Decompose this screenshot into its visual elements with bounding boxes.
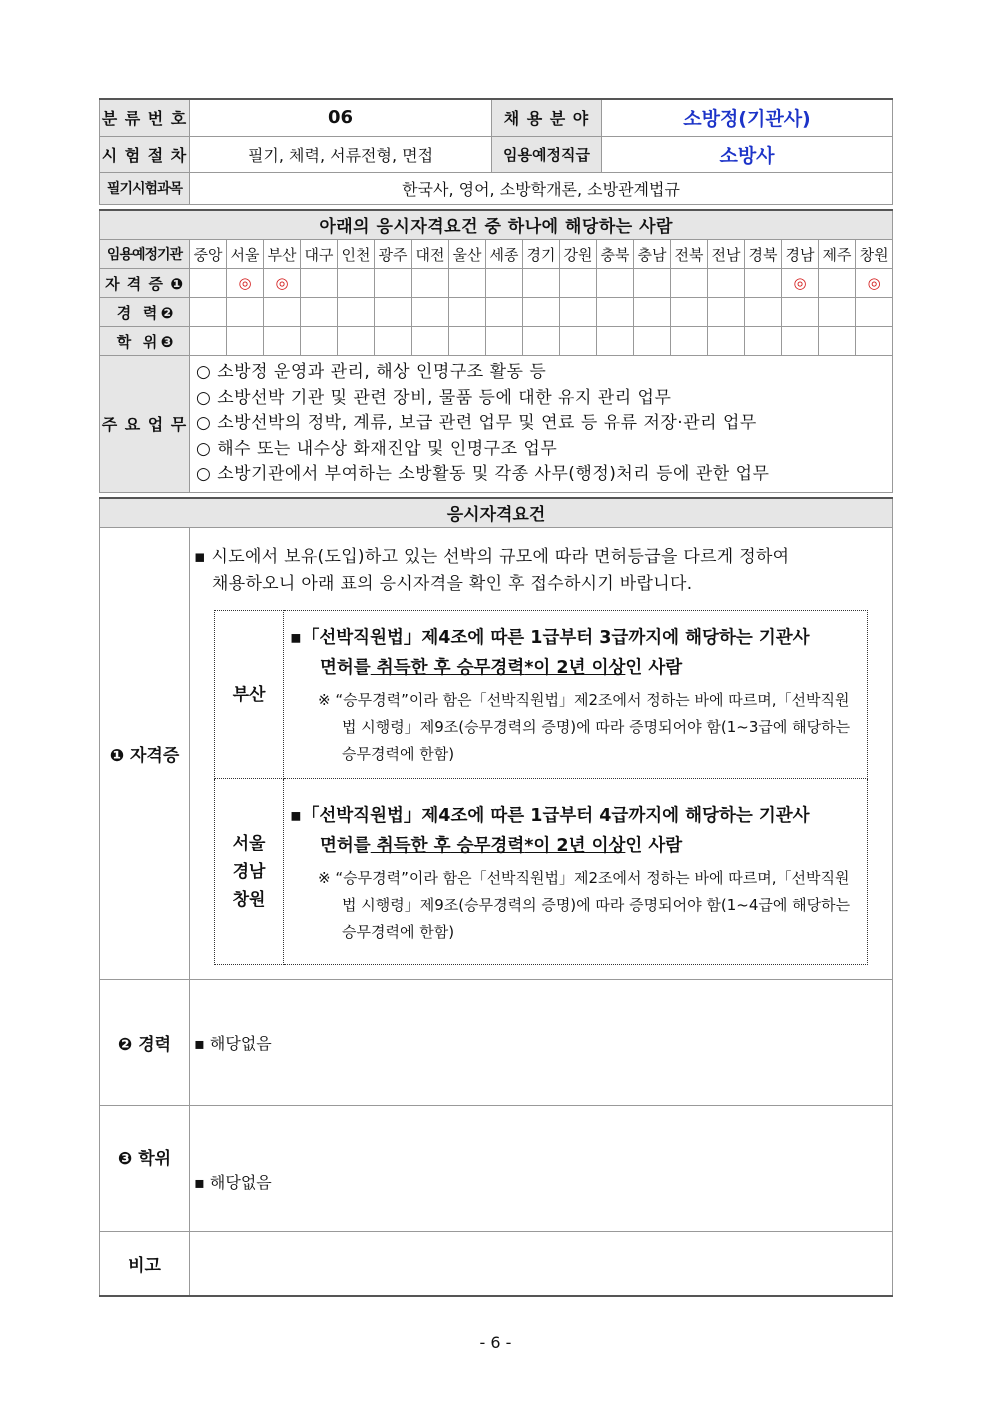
mark-cell (634, 269, 671, 298)
degree-row (100, 327, 893, 356)
cert-label: ❶ 자격증 (100, 528, 190, 980)
mark-cell (301, 269, 338, 298)
agency-label: 임용예정기관 (100, 240, 190, 269)
agency-cell: 경북 (745, 240, 782, 269)
cert-row-label: 자 격 증 ❶ (100, 269, 190, 298)
others-requirement (284, 779, 868, 965)
agency-cell: 세종 (486, 240, 523, 269)
mark-cell (190, 269, 227, 298)
agency-cell: 강원 (560, 240, 597, 269)
others-note: ※ “승무경력”이라 함은「선박직원법」제2조에서 정하는 바에 따르며,「선박직원법 시행령」제9조(승무경력의 증명)에 따라 증명되어야 함(1~4급에 해당하는 승무경력에 한함) (318, 869, 851, 941)
agency-cell: 전북 (671, 240, 708, 269)
license-table (214, 610, 868, 965)
degree-label: ❸ 학위 (100, 1106, 190, 1232)
field-label: 채 용 분 야 (492, 99, 602, 136)
agency-cell: 울산 (449, 240, 486, 269)
duty-item: ○ 소방선박 기관 및 관련 장비, 물품 등에 대한 유지 관리 업무 (196, 387, 672, 408)
page-number: - 6 - (479, 1333, 512, 1352)
mark-cell (412, 269, 449, 298)
mark-cell: ◎ (856, 269, 893, 298)
agency-cell: 서울 (227, 240, 264, 269)
cert-content (190, 528, 893, 980)
mark-cell (560, 269, 597, 298)
recruitment-notice-page (99, 98, 892, 1297)
remarks-label: 비고 (100, 1232, 190, 1296)
mark-cell (597, 269, 634, 298)
career-label: ❷ 경력 (100, 980, 190, 1106)
cert-row (100, 269, 893, 298)
others-line2: 면허를 취득한 후 승무경력*이 2년 이상인 사람 (320, 836, 683, 856)
mark-cell (745, 269, 782, 298)
others-line1: ▪「선박직원법」제4조에 따른 1급부터 4급까지에 해당하는 기관사 (290, 806, 810, 826)
field-value: 소방정(기관사) (602, 99, 893, 136)
region-busan: 부산 (215, 611, 284, 779)
cert-intro-line1: ▪ 시도에서 보유(도입)하고 있는 선박의 규모에 따라 면허등급을 다르게 정하여 (194, 547, 790, 567)
agency-cell: 경기 (523, 240, 560, 269)
busan-requirement (284, 611, 868, 779)
mark-cell: ◎ (227, 269, 264, 298)
busan-note: ※ “승무경력”이라 함은「선박직원법」제2조에서 정하는 바에 따르며,「선박직원법 시행령」제9조(승무경력의 증명)에 따라 증명되어야 함(1~3급에 해당하는 승무경력에 한함) (318, 691, 851, 763)
remarks-value (190, 1232, 893, 1296)
region-seoul-gyeongnam-changwon: 서울 경남 창원 (215, 779, 284, 965)
mark-cell (523, 269, 560, 298)
degree-row-label: 학 위 ❸ (100, 327, 190, 356)
duties-label: 주 요 업 무 (100, 356, 190, 493)
duty-item: ○ 소방선박의 정박, 계류, 보급 관련 업무 및 연료 등 유류 저장·관리 업무 (196, 413, 757, 433)
agency-cell: 충북 (597, 240, 634, 269)
agency-cell: 제주 (819, 240, 856, 269)
grade-value: 소방사 (602, 136, 893, 172)
mark-cell (375, 269, 412, 298)
agency-cell: 창원 (856, 240, 893, 269)
mark-cell: ◎ (782, 269, 819, 298)
busan-line2: 면허를 취득한 후 승무경력*이 2년 이상인 사람 (320, 658, 683, 678)
career-value: ▪ 해당없음 (190, 980, 893, 1106)
agency-row (100, 240, 893, 269)
career-row-label: 경 력 ❷ (100, 298, 190, 327)
duty-item: ○ 소방기관에서 부여하는 소방활동 및 각종 사무(행정)처리 등에 관한 업무 (196, 464, 770, 484)
duty-item: ○ 소방정 운영과 관리, 해상 인명구조 활동 등 (196, 362, 547, 382)
mark-cell (708, 269, 745, 298)
agency-cell: 충남 (634, 240, 671, 269)
duties-list (190, 356, 893, 493)
agency-cell: 대전 (412, 240, 449, 269)
agency-cell: 광주 (375, 240, 412, 269)
header-table (99, 98, 893, 205)
class-no-label: 분 류 번 호 (100, 99, 190, 136)
mark-cell: ◎ (264, 269, 301, 298)
procedure-value: 필기, 체력, 서류전형, 면접 (190, 136, 492, 172)
agency-cell: 대구 (301, 240, 338, 269)
mark-cell (449, 269, 486, 298)
eligibility-title: 아래의 응시자격요건 중 하나에 해당하는 사람 (100, 210, 893, 240)
agency-cell: 경남 (782, 240, 819, 269)
requirements-title: 응시자격요건 (100, 498, 893, 528)
subjects-value: 한국사, 영어, 소방학개론, 소방관계법규 (190, 172, 893, 204)
cert-intro-line2: 채용하오니 아래 표의 응시자격을 확인 후 접수하시기 바랍니다. (212, 574, 693, 594)
mark-cell (671, 269, 708, 298)
agency-cell: 전남 (708, 240, 745, 269)
degree-value: ▪ 해당없음 (190, 1106, 893, 1232)
grade-label: 임용예정직급 (492, 136, 602, 172)
agency-cell: 부산 (264, 240, 301, 269)
procedure-label: 시 험 절 차 (100, 136, 190, 172)
class-no-value: 06 (190, 99, 492, 136)
mark-cell (338, 269, 375, 298)
busan-line1: ▪「선박직원법」제4조에 따른 1급부터 3급까지에 해당하는 기관사 (290, 628, 810, 648)
agency-cell: 중앙 (190, 240, 227, 269)
career-row (100, 298, 893, 327)
eligibility-table (99, 209, 893, 493)
duty-item: ○ 해수 또는 내수상 화재진압 및 인명구조 업무 (196, 438, 558, 459)
mark-cell (486, 269, 523, 298)
agency-cell: 인천 (338, 240, 375, 269)
mark-cell (819, 269, 856, 298)
requirements-table (99, 497, 893, 1297)
subjects-label: 필기시험과목 (100, 172, 190, 204)
